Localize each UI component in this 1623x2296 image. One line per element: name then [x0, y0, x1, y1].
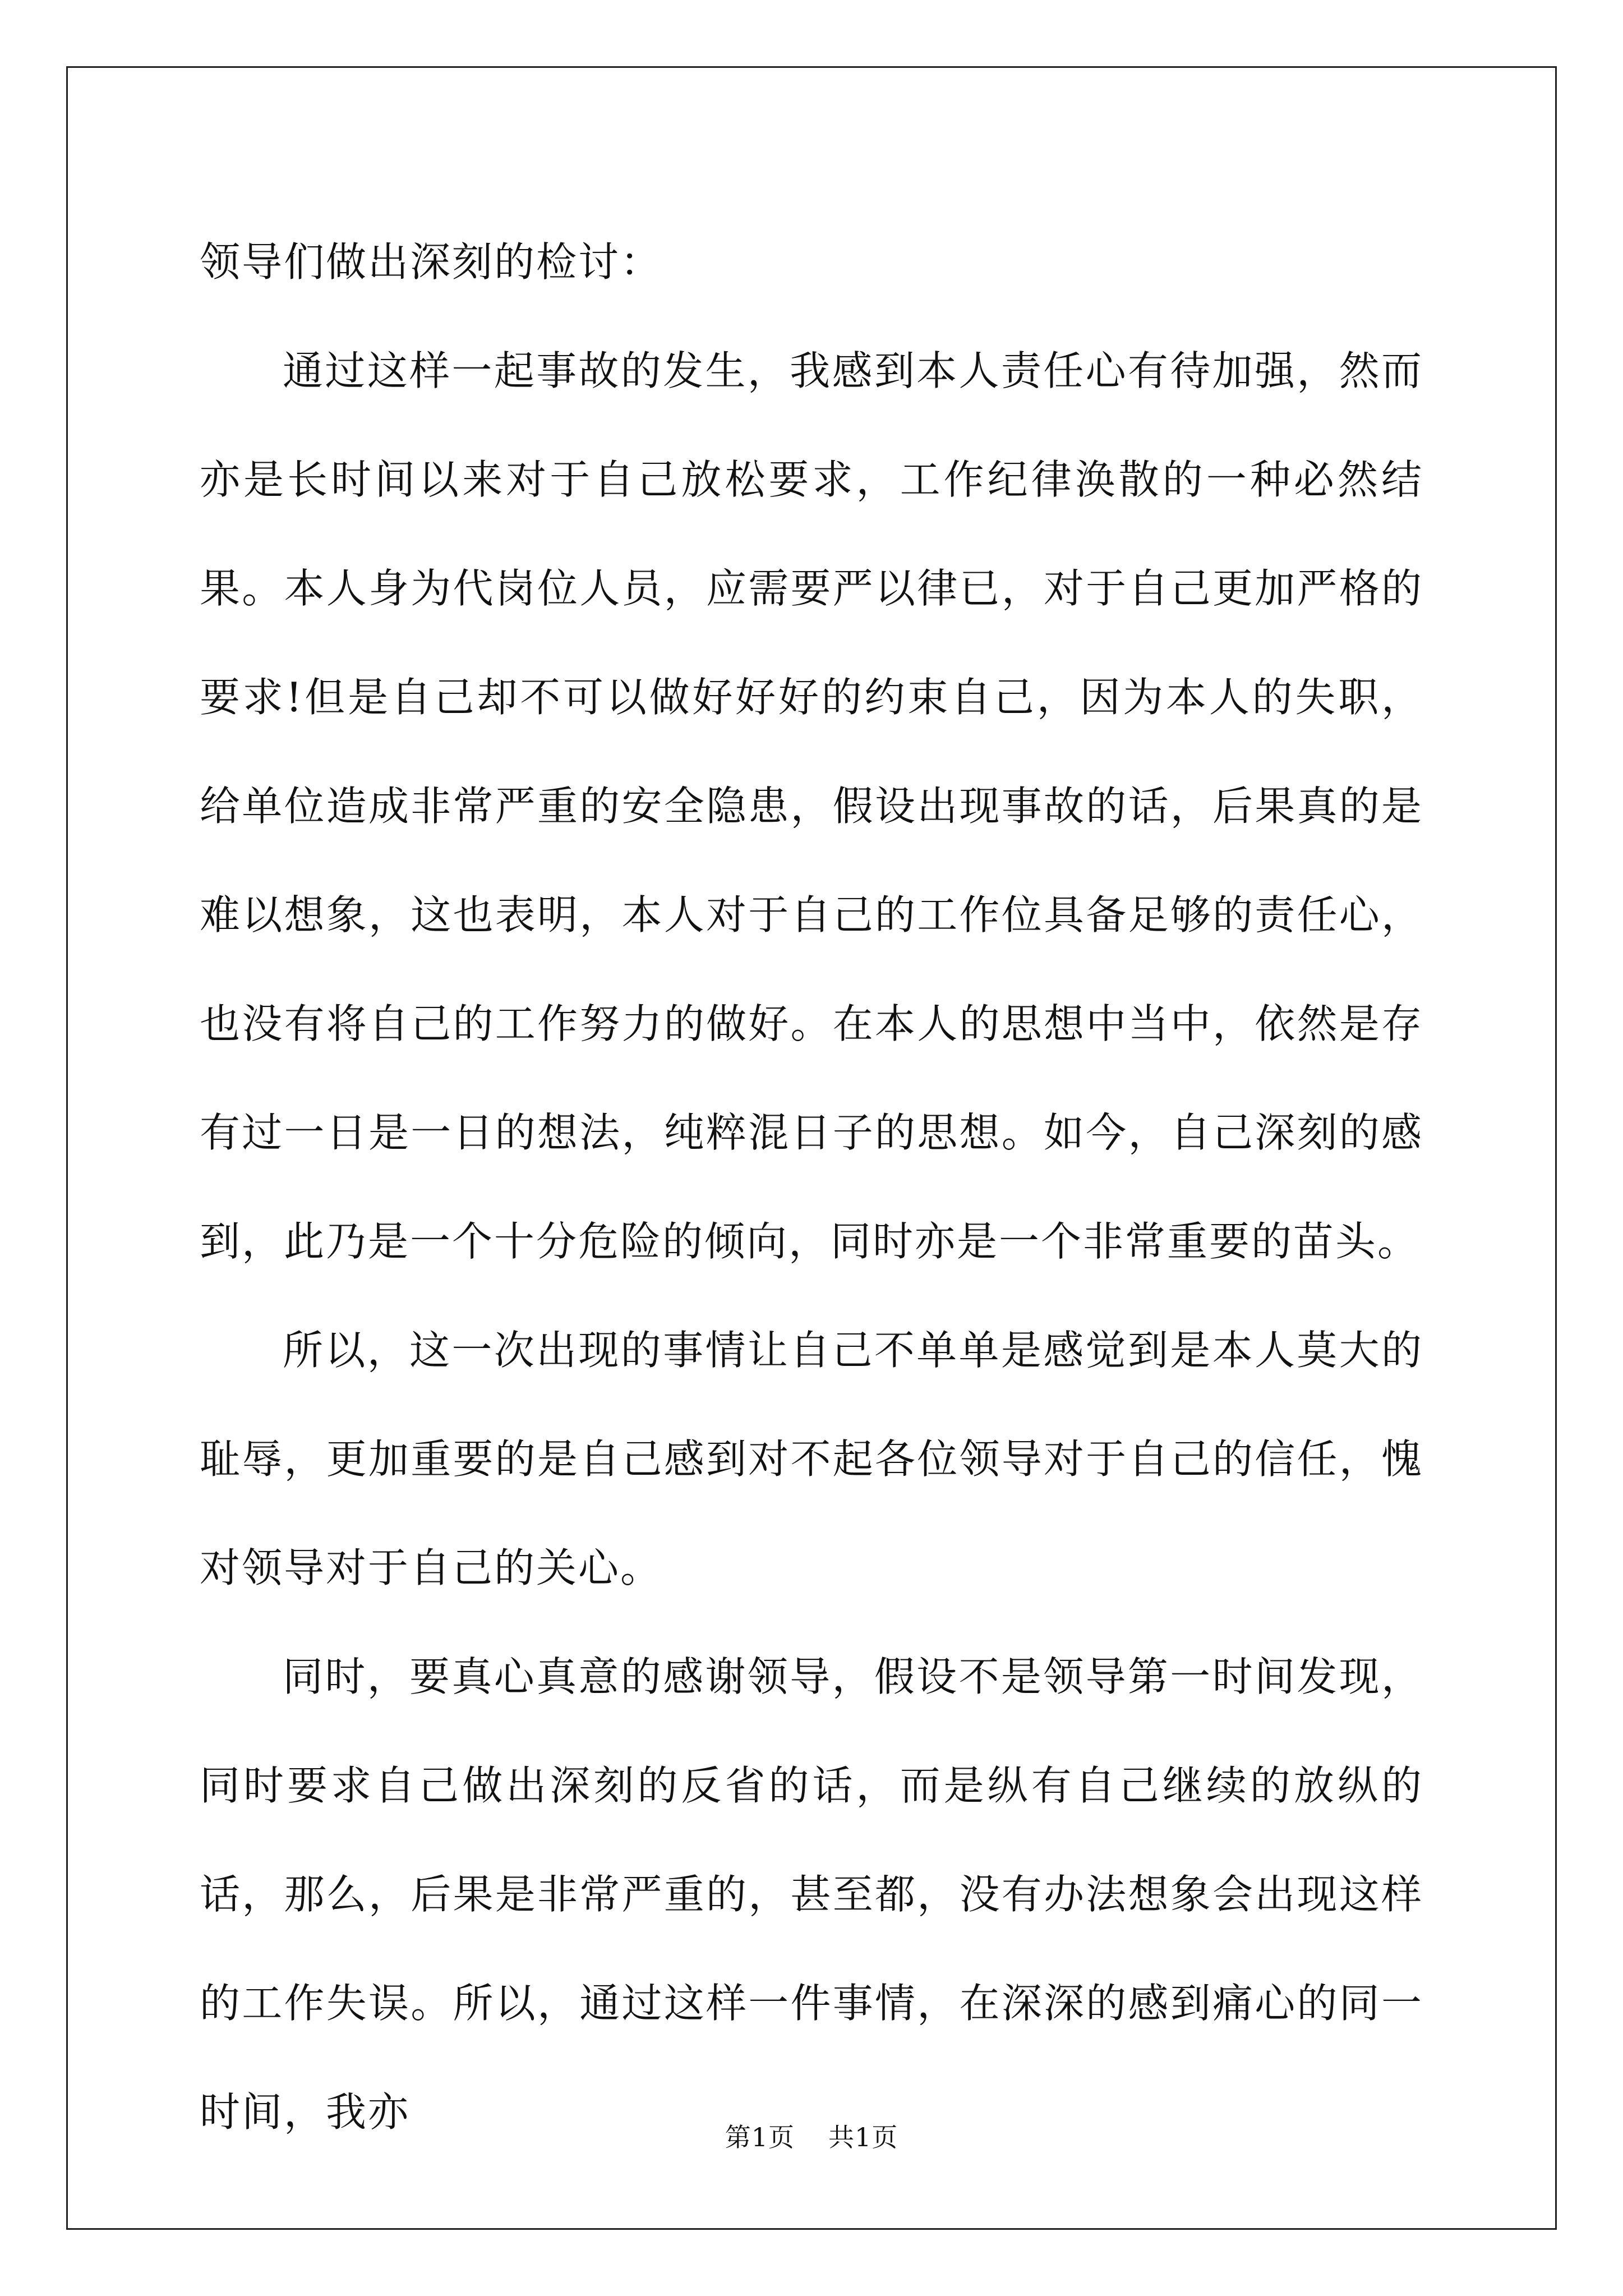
paragraph-opening: 领导们做出深刻的检讨：	[200, 238, 663, 286]
paragraph-shame: 所以，这一次出现的事情让自己不单单是感觉到是本人莫大的耻辱，更加重要的是自己感到对不起各位领导对于自己的信任，愧对领导对于自己的关心。	[200, 1327, 1423, 1591]
document-body	[200, 208, 1423, 2166]
paragraph-incident-reflection: 通过这样一起事故的发生，我感到本人责任心有待加强，然而亦是长时间以来对于自己放松要求，工作纪律涣散的一种必然结果。本人身为代岗位人员，应需要严以律已，对于自己更加严格的要求!但是自己却不可以做好好好的约束自己，因为本人的失职，给单位造成非常严重的安全隐患，假设出现事故的话，后果真的是难以想象，这也表明，本人对于自己的工作位具备足够的责任心，也没有将自己的工作努力的做好。在本人的思想中当中，依然是存有过一日是一日的想法，纯粹混日子的思想。如今，自己深刻的感到，此乃是一个十分危险的倾向，同时亦是一个非常重要的苗头。	[200, 347, 1423, 1265]
paragraph-gratitude: 同时，要真心真意的感谢领导，假设不是领导第一时间发现，同时要求自己做出深刻的反省的话，而是纵有自己继续的放纵的话，那么，后果是非常严重的，甚至都，没有办法想象会出现这样的工作失误。所以，通过这样一件事情，在深深的感到痛心的同一时间，我亦	[200, 1653, 1423, 2136]
page-footer	[0, 2120, 1623, 2154]
page-total: 共1页	[828, 2122, 898, 2152]
page-number: 第1页	[725, 2122, 795, 2152]
